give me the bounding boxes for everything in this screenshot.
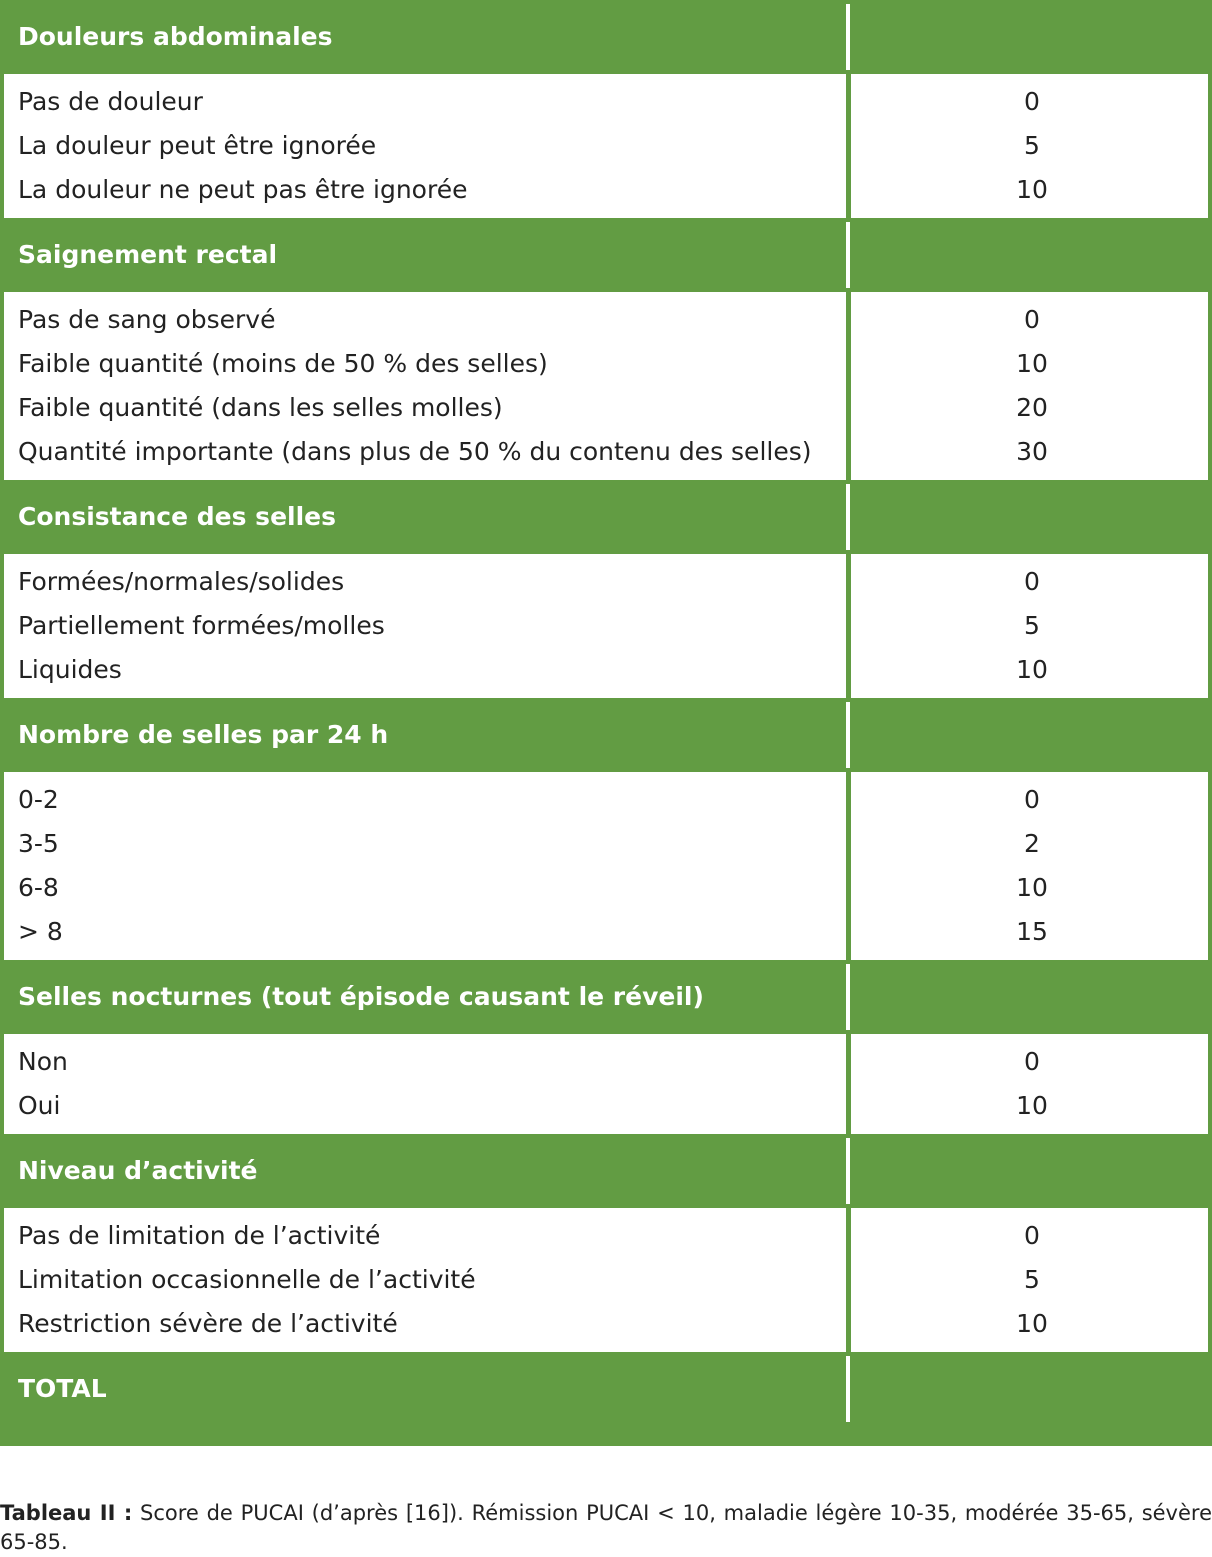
column-divider xyxy=(846,1356,850,1422)
criterion-label: > 8 xyxy=(18,917,63,946)
criterion-score: 0 xyxy=(1024,305,1040,334)
criterion-score: 10 xyxy=(1016,873,1048,902)
criteria-cell xyxy=(4,1034,846,1134)
section-header-nombre-de-selles-par-24-h xyxy=(0,702,1212,768)
criterion-score: 10 xyxy=(1016,1309,1048,1338)
caption-text: Score de PUCAI (d’après [16]). Rémission PUCAI < 10, maladie légère 10-35, modérée 35-65, sévère 65-85. xyxy=(0,1501,1212,1554)
criterion-label: Formées/normales/solides xyxy=(18,567,345,596)
column-divider xyxy=(846,222,850,288)
criterion-score: 5 xyxy=(1024,131,1040,160)
criterion-score: 2 xyxy=(1024,829,1040,858)
column-divider xyxy=(846,964,850,1030)
criterion-score: 15 xyxy=(1016,917,1048,946)
section-header-consistance-des-selles xyxy=(0,484,1212,550)
criterion-label: Quantité importante (dans plus de 50 % du contenu des selles) xyxy=(18,437,812,466)
criterion-score: 0 xyxy=(1024,1221,1040,1250)
section-body-nombre-de-selles-par-24-h xyxy=(0,772,1212,960)
section-header-douleurs-abdominales xyxy=(0,4,1212,70)
section-body-selles-nocturnes-tout-episode-causant-le-reveil xyxy=(0,1034,1212,1134)
table-caption xyxy=(0,1499,1212,1557)
section-header-consistance-des-selles-title: Consistance des selles xyxy=(18,502,336,531)
criterion-score: 20 xyxy=(1016,393,1048,422)
criterion-score: 30 xyxy=(1016,437,1048,466)
section-header-douleurs-abdominales-title: Douleurs abdominales xyxy=(18,22,333,51)
criterion-label: Restriction sévère de l’activité xyxy=(18,1309,398,1338)
criterion-label: Non xyxy=(18,1047,68,1076)
criterion-label: Partiellement formées/molles xyxy=(18,611,385,640)
criterion-score: 10 xyxy=(1016,655,1048,684)
criterion-label: 6-8 xyxy=(18,873,59,902)
criterion-label: La douleur ne peut pas être ignorée xyxy=(18,175,468,204)
section-body-consistance-des-selles xyxy=(0,554,1212,698)
total-row-title: TOTAL xyxy=(18,1374,107,1403)
section-header-saignement-rectal-title: Saignement rectal xyxy=(18,240,278,269)
section-header-selles-nocturnes-tout-episode-causant-le-reveil xyxy=(0,964,1212,1030)
criterion-label: Liquides xyxy=(18,655,122,684)
criterion-label: Faible quantité (moins de 50 % des selles) xyxy=(18,349,548,378)
criterion-label: 3-5 xyxy=(18,829,59,858)
section-header-saignement-rectal xyxy=(0,222,1212,288)
criterion-score: 10 xyxy=(1016,175,1048,204)
criterion-score: 0 xyxy=(1024,87,1040,116)
criterion-label: La douleur peut être ignorée xyxy=(18,131,377,160)
criterion-label: Pas de douleur xyxy=(18,87,203,116)
total-row xyxy=(0,1356,1212,1422)
section-body-niveau-d-activite xyxy=(0,1208,1212,1352)
section-header-niveau-d-activite xyxy=(0,1138,1212,1204)
column-divider xyxy=(846,4,850,70)
section-header-nombre-de-selles-par-24-h-title: Nombre de selles par 24 h xyxy=(18,720,389,749)
criterion-label: Oui xyxy=(18,1091,61,1120)
criterion-score: 5 xyxy=(1024,1265,1040,1294)
section-header-niveau-d-activite-title: Niveau d’activité xyxy=(18,1156,258,1185)
section-body-saignement-rectal xyxy=(0,292,1212,480)
column-divider xyxy=(846,1138,850,1204)
criterion-score: 0 xyxy=(1024,567,1040,596)
column-divider xyxy=(846,484,850,550)
caption-label: Tableau II : xyxy=(0,1501,133,1525)
criterion-score: 0 xyxy=(1024,1047,1040,1076)
column-divider xyxy=(846,702,850,768)
criterion-label: Faible quantité (dans les selles molles) xyxy=(18,393,503,422)
criterion-score: 0 xyxy=(1024,785,1040,814)
criterion-label: Pas de sang observé xyxy=(18,305,276,334)
criterion-label: Limitation occasionnelle de l’activité xyxy=(18,1265,476,1294)
criterion-label: 0-2 xyxy=(18,785,59,814)
criterion-score: 10 xyxy=(1016,349,1048,378)
criterion-label: Pas de limitation de l’activité xyxy=(18,1221,381,1250)
section-body-douleurs-abdominales xyxy=(0,74,1212,218)
criterion-score: 10 xyxy=(1016,1091,1048,1120)
criteria-cell xyxy=(4,772,846,960)
section-header-selles-nocturnes-tout-episode-causant-le-reveil-title: Selles nocturnes (tout épisode causant le réveil) xyxy=(18,982,704,1011)
criterion-score: 5 xyxy=(1024,611,1040,640)
